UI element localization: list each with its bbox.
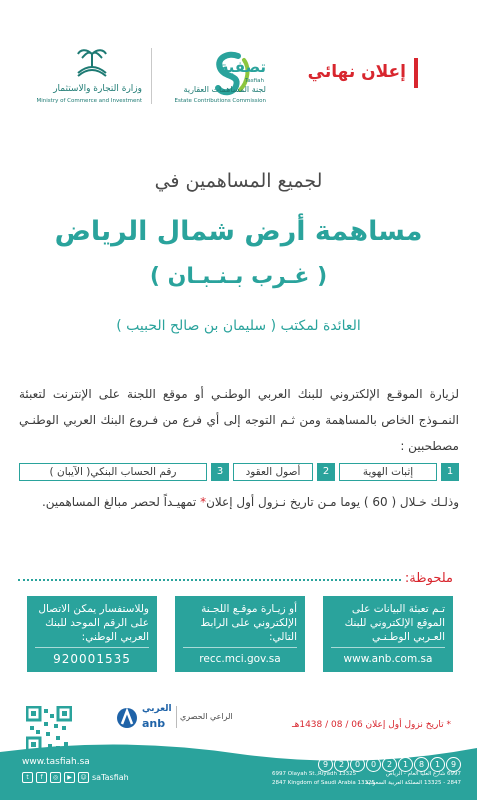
header-divider (151, 48, 152, 104)
phone-digit: 8 (414, 757, 429, 772)
palm-swords-emblem-icon (74, 46, 110, 80)
audience-heading: لجميع المساهمين في (154, 170, 323, 192)
deadline-days: 60 (372, 495, 388, 509)
note-box-bank-text: تـم تعبئة البيانات على الموقع الإلكتروني للبنك العـربي الوطـنـي (344, 603, 445, 643)
bank-hotline-number[interactable]: 920001535 (35, 647, 149, 666)
facebook-icon[interactable]: f (36, 772, 47, 783)
contribution-title: مساهمة أرض شمال الرياض (54, 216, 423, 247)
address-ar-line-2: 2847 - 13325 المملكة العربية السعودية (365, 780, 461, 786)
step-3-number: 3 (211, 463, 229, 481)
note-box-hotline (27, 596, 157, 672)
phone-digit: 0 (366, 757, 381, 772)
twitter-icon[interactable]: t (22, 772, 33, 783)
deadline-mid: ) يوما مـن تاريخ نـزول أول إعلان (206, 495, 373, 509)
phone-digit: 9 (446, 757, 461, 772)
note-dotted-rule (18, 579, 401, 581)
address-en-line-1: 6997 Olayah St.,Riyadh 13325 (272, 771, 357, 777)
step-2-number: 2 (317, 463, 335, 481)
note-box-hotline-text: وللاستفسار يمكن الاتصال على الرقم الموحد للبنك العربي الوطني: (38, 603, 149, 643)
anb-name-ar: العربي (142, 704, 172, 714)
tasfiah-caption-ar: لجنة المساهمات العقارية (183, 85, 266, 94)
anb-logo (116, 702, 172, 734)
address-en-line-2: 2847 Kingdom of Saudi Arabia 13325 (272, 780, 376, 786)
tasfiah-caption-en: Estate Contributions Commission (174, 98, 266, 104)
required-documents (19, 463, 459, 481)
youtube-icon[interactable]: ▶ (64, 772, 75, 783)
note-box-commission-text: أو زيـارة موقـع اللجـنة الإلكتروني على الرابط التالي: (200, 603, 297, 643)
phone-digit: 2 (382, 757, 397, 772)
tasfiah-name-en: Tasfiah (244, 78, 264, 84)
snapchat-icon[interactable]: ☺ (78, 772, 89, 783)
deadline-star: * (200, 495, 207, 509)
tasfiah-website-link[interactable]: www.tasfiah.sa (22, 757, 90, 767)
deadline-post: تمهيـداً لحصر مبالغ المساهمين. (41, 495, 201, 509)
final-announcement-badge (290, 58, 418, 88)
deadline-paragraph (19, 489, 459, 515)
step-3-label: رقم الحساب البنكي( الآيبان ) (19, 463, 207, 481)
step-1-number: 1 (441, 463, 459, 481)
phone-digit: 1 (430, 757, 445, 772)
tasfiah-logo (160, 48, 268, 108)
phone-digit: 2 (334, 757, 349, 772)
bank-website-link[interactable]: www.anb.com.sa (331, 647, 445, 666)
anb-name-en: anb (142, 717, 166, 730)
step-2-label: أصول العقود (233, 463, 313, 481)
office-owner-line: العائدة لمكتب ( سليمان بن صالح الحبيب ) (116, 318, 361, 334)
sponsor-divider (176, 706, 177, 728)
contribution-subtitle: ( غـرب بـنـبـان ) (149, 264, 328, 289)
note-box-bank-website (323, 596, 453, 672)
instructions-paragraph: لزيارة الموقـع الإلكتروني للبنك العربي الوطنـي أو موقع اللجنة على الإنترنت لتعبئة النمـوذج الخاص بالمساهمة ومن ثـم التوجه إلى أي فرع من فـروع البنك العربي الوطنـي مصطحبين : (19, 387, 459, 453)
phone-digit: 0 (350, 757, 365, 772)
address-ar-line-1: 6997 شارع العليا العام - الرياض (386, 771, 461, 777)
phone-number[interactable] (317, 752, 461, 769)
instagram-icon[interactable]: ◎ (50, 772, 61, 783)
ministry-name-en: Ministry of Commerce and Investment (36, 98, 142, 104)
phone-digit: 9 (318, 757, 333, 772)
tasfiah-name-ar: تصفية (219, 58, 266, 76)
ministry-logo (36, 46, 142, 108)
social-handle: saTasfiah (92, 773, 129, 782)
anb-logo-icon (116, 706, 138, 730)
first-announcement-date: * تاريخ نزول أول إعلان 06 / 08 / 1438هـ (291, 720, 451, 730)
step-1-label: إثبات الهوية (339, 463, 437, 481)
ministry-name-ar: وزارة التجارة والاستثمار (53, 84, 142, 94)
phone-digit: 1 (398, 757, 413, 772)
note-title: ملحوظة: (404, 571, 453, 586)
social-links (22, 772, 129, 783)
commission-website-link[interactable]: recc.mci.gov.sa (183, 647, 297, 666)
badge-text: إعلان نهائي (307, 62, 406, 82)
badge-bar (414, 58, 418, 88)
exclusive-sponsor-label: الراعي الحصري (180, 712, 233, 721)
deadline-pre: وذلـك خـلال ( (387, 495, 459, 509)
note-box-commission-website (175, 596, 305, 672)
